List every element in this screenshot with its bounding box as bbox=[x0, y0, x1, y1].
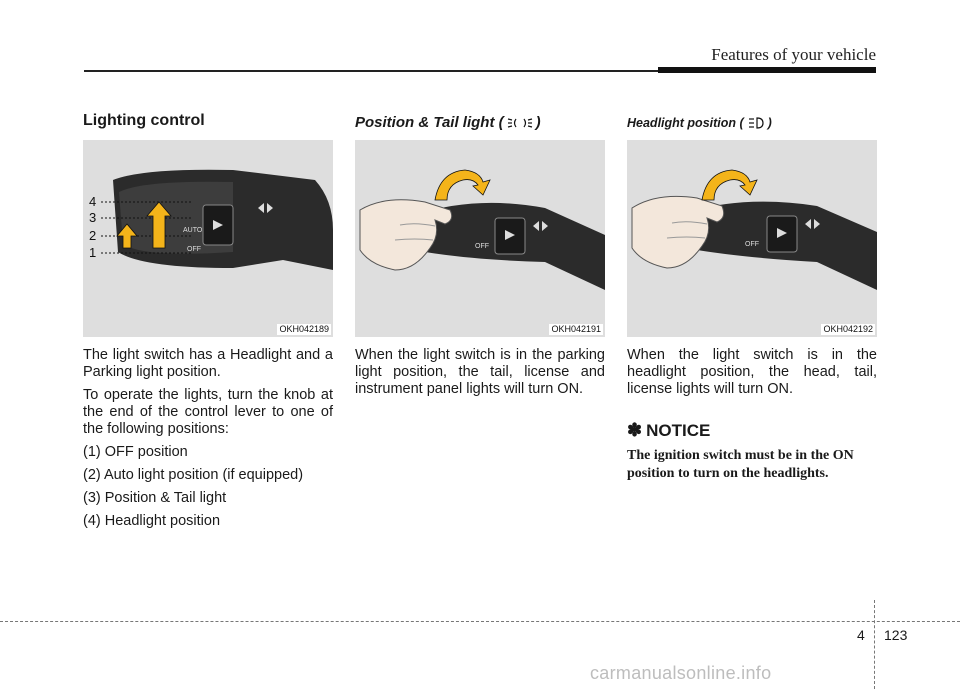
heading-text-end: ) bbox=[535, 114, 541, 131]
column2-body bbox=[355, 347, 605, 398]
column3-body bbox=[627, 347, 877, 398]
figure-tail-light bbox=[355, 140, 605, 337]
heading-text: Headlight position ( bbox=[627, 116, 744, 130]
column-headlight-position bbox=[627, 110, 877, 483]
notice-text: The ignition switch must be in the ON position to turn on the headlights. bbox=[627, 448, 854, 481]
off-label: OFF bbox=[745, 241, 759, 248]
column-lighting-control bbox=[83, 110, 333, 536]
page-number: 123 bbox=[884, 627, 908, 643]
watermark: carmanualsonline.info bbox=[590, 663, 772, 683]
column1-body bbox=[83, 347, 333, 530]
callout-4: 4 bbox=[89, 194, 97, 209]
notice-star-icon: ✽ bbox=[627, 420, 643, 440]
figure-code: OKH042189 bbox=[279, 324, 329, 334]
auto-label: AUTO bbox=[183, 227, 203, 234]
header-rule bbox=[84, 70, 658, 72]
off-label: OFF bbox=[187, 246, 201, 253]
figure-code: OKH042192 bbox=[823, 324, 873, 334]
figure-headlight bbox=[627, 140, 877, 337]
list-item: (3) Position & Tail light bbox=[83, 490, 227, 506]
footer-divider bbox=[0, 621, 960, 622]
column-position-tail-light bbox=[355, 110, 605, 404]
notice-heading bbox=[627, 420, 877, 441]
paragraph: The light switch has a Headlight and a Parking light position. bbox=[83, 347, 333, 380]
heading-text: Position & Tail light ( bbox=[355, 114, 504, 131]
lever-illustration bbox=[83, 140, 333, 337]
chapter-number: 4 bbox=[857, 627, 865, 643]
list-item: (2) Auto light position (if equipped) bbox=[83, 467, 304, 483]
tail-light-icon bbox=[507, 116, 533, 130]
footer-vertical-divider bbox=[874, 600, 875, 689]
headlight-icon bbox=[747, 116, 765, 130]
section-heading bbox=[355, 110, 605, 136]
header-rule-thick bbox=[658, 67, 876, 73]
paragraph: To operate the lights, turn the knob at the end of the control lever to one of the following positions: bbox=[83, 387, 333, 437]
notice-title: NOTICE bbox=[646, 420, 711, 440]
paragraph: When the light switch is in the parking light position, the tail, license and instrument panel lights will turn ON. bbox=[355, 347, 605, 397]
callout-2: 2 bbox=[89, 228, 97, 243]
heading-text-end: ) bbox=[767, 116, 772, 130]
running-header: Features of your vehicle bbox=[711, 45, 876, 64]
figure-light-switch-positions bbox=[83, 140, 333, 337]
callout-3: 3 bbox=[89, 210, 97, 225]
paragraph: When the light switch is in the headlight position, the head, tail, license lights will turn ON. bbox=[627, 347, 877, 397]
hand-lever-illustration bbox=[355, 140, 605, 337]
section-heading bbox=[627, 110, 877, 136]
rotate-arrow-icon bbox=[702, 170, 757, 200]
section-heading: Lighting control bbox=[83, 112, 205, 129]
hand-lever-illustration bbox=[627, 140, 877, 337]
list-item: (4) Headlight position bbox=[83, 513, 221, 529]
rotate-arrow-icon bbox=[435, 170, 490, 200]
off-label: OFF bbox=[475, 243, 489, 250]
list-item: (1) OFF position bbox=[83, 444, 188, 460]
callout-1: 1 bbox=[89, 245, 97, 260]
figure-code: OKH042191 bbox=[551, 324, 601, 334]
